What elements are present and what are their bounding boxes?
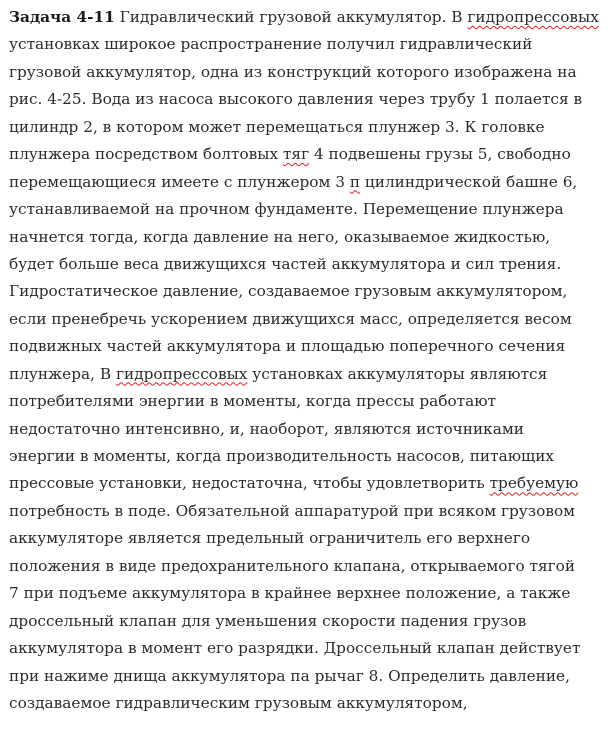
text-line — [9, 333, 605, 360]
text-run: при нажиме днища аккумулятора па рычаг 8. Определить давление, — [9, 666, 570, 685]
text-line — [9, 278, 605, 305]
text-run: начнется тогда, когда давление на него, оказываемое жидкостью, — [9, 227, 551, 246]
text-line — [9, 443, 605, 470]
text-run-spellcheck: гидропрессовых — [467, 8, 599, 26]
text-run: грузовой аккумулятор, одна из конструкций которого изображена на — [9, 62, 577, 81]
task-label: Задача 4-11 — [9, 8, 115, 26]
text-run-spellcheck: п — [349, 172, 361, 191]
text-line — [9, 4, 605, 31]
text-line — [9, 553, 605, 580]
text-line — [9, 224, 605, 251]
text-line — [9, 663, 605, 690]
text-run: аккумуляторе является предельный ограничитель его верхнего — [9, 529, 531, 548]
text-run: устанавливаемой на прочном фундаменте. Перемещение плунжера — [9, 200, 564, 219]
text-line — [9, 31, 605, 58]
text-line — [9, 361, 605, 388]
text-line — [9, 416, 605, 443]
text-line — [9, 388, 605, 415]
text-run: положения в виде предохранительного клапана, открываемого тягой — [9, 556, 576, 575]
text-run-spellcheck: гидропрессовых — [115, 364, 248, 383]
text-run-spellcheck: тяг — [282, 145, 310, 164]
text-run: потребителями энергии в моменты, когда прессы работают — [9, 392, 497, 411]
text-line — [9, 169, 605, 196]
text-run: цилиндр 2, в котором может перемещаться плунжер 3. К головке — [9, 117, 545, 136]
text-line — [9, 196, 605, 223]
text-line — [9, 141, 605, 168]
text-line — [9, 86, 605, 113]
text-run: если пренебречь ускорением движущихся масс, определяется весом — [9, 309, 572, 328]
text-run: установках аккумуляторы являются — [247, 364, 548, 383]
text-line — [9, 635, 605, 662]
text-line — [9, 59, 605, 86]
text-run: установках широкое распространение получил гидравлический — [9, 35, 533, 54]
text-run: энергии в моменты, когда производительность насосов, питающих — [9, 447, 555, 465]
text-run: цилиндрической башне 6, — [360, 172, 578, 191]
text-line — [9, 580, 605, 607]
text-run: плунжера посредством болтовых — [9, 145, 283, 164]
text-line — [9, 114, 605, 141]
text-line — [9, 470, 605, 497]
text-run: дроссельный клапан для уменьшения скорости падения грузов — [9, 611, 527, 630]
text-run: плунжера, В — [9, 364, 116, 383]
text-run: будет больше веса движущихся частей аккумулятора и сил трения. — [9, 254, 562, 273]
text-run: недостаточно интенсивно, и, наоборот, являются источниками — [9, 419, 524, 438]
text-run: 7 при подъеме аккумулятора в крайнее верхнее положение, а также — [9, 584, 571, 603]
text-run: потребность в поде. Обязательной аппаратурой при всяком грузовом — [9, 501, 576, 520]
text-run: Гидростатическое давление, создаваемое грузовым аккумулятором, — [9, 282, 568, 301]
text-run: 4 подвешены грузы 5, свободно — [309, 145, 571, 164]
text-run: перемещающиеся имеете с плунжером 3 — [9, 172, 350, 191]
text-run: рис. 4-25. Вода из насоса высокого давления через трубу 1 полается в — [9, 90, 583, 109]
text-run: Гидравлический грузовой аккумулятор. В — [114, 8, 468, 26]
text-line — [9, 498, 605, 525]
text-line — [9, 306, 605, 333]
text-run: создаваемое гидравлическим грузовым аккумулятором, — [9, 693, 468, 712]
text-line — [9, 525, 605, 552]
text-run: подвижных частей аккумулятора и площадью поперечного сечения — [9, 337, 566, 356]
text-run-spellcheck: требуемую — [489, 474, 579, 493]
text-line — [9, 251, 605, 278]
text-line — [9, 690, 605, 717]
text-run: аккумулятора в момент его разрядки. Дроссельный клапан действует — [9, 639, 581, 658]
text-run: прессовые установки, недостаточна, чтобы удовлетворить — [9, 474, 490, 493]
text-line — [9, 608, 605, 635]
document-text — [9, 4, 605, 717]
